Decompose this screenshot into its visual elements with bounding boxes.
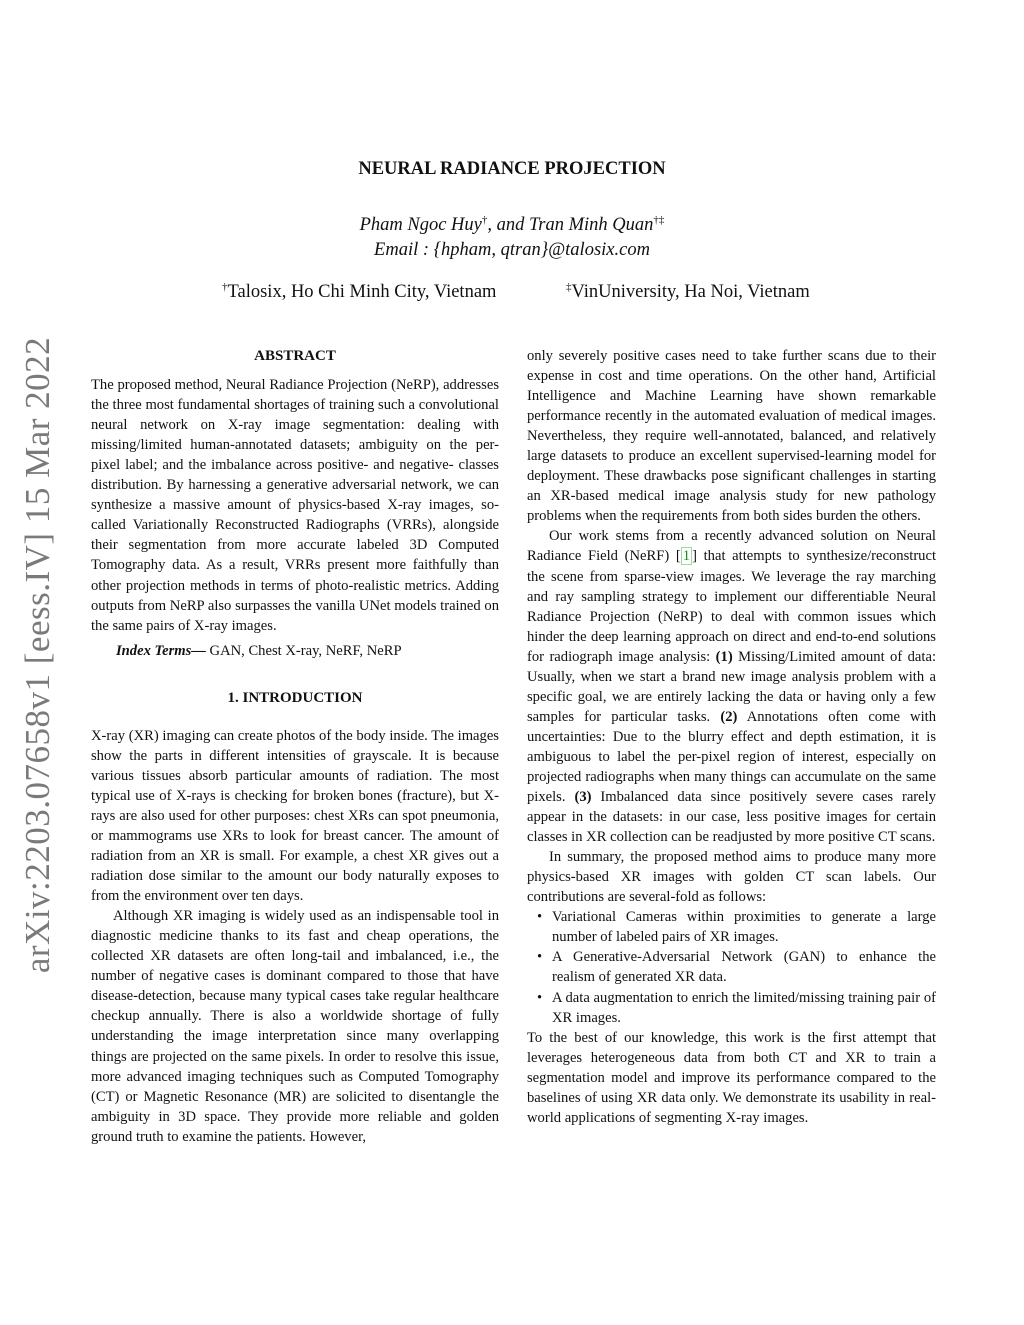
abstract-heading: ABSTRACT: [254, 348, 336, 364]
index-terms: [91, 641, 499, 661]
contributions-list: [527, 907, 936, 1027]
intro-paragraph-5: In summary, the proposed method aims to produce many more physics-based XR images with golden CT scan labels. Our contributions are several-fold as follows:: [527, 849, 936, 906]
author-2-mark: †‡: [653, 214, 665, 226]
author-email: Email : {hpham, qtran}@talosix.com: [374, 240, 650, 261]
intro-paragraph-1: X-ray (XR) imaging can create photos of the body inside. The images show the parts in different intensities of grayscale. It is because various tissues absorb particular amounts of radiation. The most typical use of X-rays is checking for broken bones (fracture), but X-rays are also used for other purposes: chest XRs can spot pneumonia, or mammograms use XRs to look for breast cancer. The amount of radiation from an XR is small. For example, a chest XR gives out a radiation dose similar to the amount our body naturally exposes to from the environment over ten days.: [91, 727, 499, 905]
bullet-icon: •: [537, 989, 543, 1006]
issue-number-3: (3): [574, 789, 592, 806]
list-item: [537, 947, 936, 987]
list-item: [537, 988, 936, 1028]
abstract-text: The proposed method, Neural Radiance Projection (NeRP), addresses the three most fundamental shortages of training such a convolutional neural network on X-ray image segmentation: dealing with missing/limited human-annotated datasets; ambiguity on the per-pixel label; and the imbalance across positive- and negative- classes distribution. By harnessing a generative adversarial network, we can synthesize a massive amount of physics-based X-ray images, so-called Variationally Reconstructed Radiographs (VRRs), alongside their segmentation from more accurate labeled 3D Computed Tomography data. As a result, VRRs present more faithfully than other projection methods in terms of photo-realistic metrics. Adding outputs from NeRP also surpasses the vanilla UNet models trained on the same pairs of X-ray images.: [91, 377, 499, 634]
list-item-text: Variational Cameras within proximities to generate a large number of labeled pairs of XR images.: [552, 909, 936, 946]
arxiv-identifier-stamp: arXiv:2203.07658v1 [eess.IV] 15 Mar 2022: [18, 336, 57, 974]
author-name-2: Tran Minh Quan: [529, 215, 654, 236]
affiliation-text: VinUniversity, Ha Noi, Vietnam: [571, 282, 810, 303]
index-terms-list: GAN, Chest X-ray, NeRF, NeRP: [205, 642, 402, 659]
left-column: [91, 346, 499, 1147]
list-item-text: A data augmentation to enrich the limited/missing training pair of XR images.: [552, 989, 936, 1026]
index-terms-label: Index Terms—: [116, 642, 206, 659]
paper-title: NEURAL RADIANCE PROJECTION: [358, 159, 666, 179]
author-1-mark: †: [481, 214, 488, 226]
affiliation-text: Talosix, Ho Chi Minh City, Vietnam: [227, 282, 497, 303]
citation-link-1[interactable]: 1: [682, 548, 691, 565]
list-item: [537, 907, 936, 947]
affiliation-mark: ‡: [566, 281, 572, 293]
issue-number-1: (1): [715, 648, 733, 665]
p4-text-e: Imbalanced data since positively severe cases rarely appear in the datasets: in our case, less positive images for certain classes in XR collection can be readjusted by more positive CT scans.: [527, 789, 936, 846]
right-column: [527, 346, 936, 1128]
intro-paragraph-2: Although XR imaging is widely used as an indispensable tool in diagnostic medicine thanks to its fast and cheap operations, the collected XR datasets are often long-tail and imbalanced, i.e., the number of negative cases is dominant compared to those that have disease-detection, because many typical cases take regular healthcare checkup annually. There is also a worldwide shortage of fully understanding the image interpretation since many overlapping things are projected on the same pixels. In order to resolve this issue, more advanced imaging techniques such as Computed Tomography (CT) or Magnetic Resonance (MR) are solicited to disentangle the ambiguity in 3D space. They provide more reliable and golden ground truth to examine the patients. However,: [91, 908, 499, 1145]
p4-text-c: Missing/Limited amount of data: Usually, when we start a brand new image analysis problem with a specific goal, we are entirely lacking the data or having only a few samples for particular tasks.: [527, 648, 936, 725]
introduction-heading: 1. INTRODUCTION: [227, 689, 363, 706]
bullet-icon: •: [537, 909, 543, 926]
intro-paragraph-6: To the best of our knowledge, this work is the first attempt that leverages heterogeneous data from both CT and XR to train a segmentation model and improve its performance compared to the baselines of using XR data only. We demonstrate its usability in real-world applications of segmenting X-ray images.: [527, 1029, 936, 1126]
p4-text-b: ] that attempts to synthesize/reconstruct the scene from sparse-view images. We leverage the ray marching and ray sampling strategy to implement our differentiable Neural Radiance Projection (NeRP) to deal with common issues which hinder the deep learning approach on direct and end-to-end solutions for radiograph image analysis:: [527, 548, 937, 665]
bullet-icon: •: [537, 949, 543, 966]
affiliation-talosix: [222, 281, 496, 303]
p4-text-d: Annotations often come with uncertainties: Due to the blurry effect and depth estimation, it is ambiguous to label the per-pixel region of interest, especially on projected radiographs when many things can accumulate on the same pixels.: [527, 708, 937, 806]
list-item-text: A Generative-Adversarial Network (GAN) to enhance the realism of generated XR data.: [552, 949, 936, 986]
author-block: [0, 208, 1024, 263]
affiliation-vinuniversity: [566, 281, 810, 303]
intro-paragraph-3: only severely positive cases need to take further scans due to their expense in cost and time operations. On the other hand, Artificial Intelligence and Machine Learning have shown remarkable performance recently in the automated evaluation of medical images. Nevertheless, they require well-annotated, balanced, and relatively large datasets to produce an excellent supervised-learning model for deployment. These drawbacks pose significant challenges in starting an XR-based medical image analysis study for new pathology problems when the requirements from both sides burden the others.: [527, 348, 936, 525]
author-name-1: Pham Ngoc Huy: [359, 215, 482, 236]
author-line: [0, 208, 1024, 238]
intro-paragraph-4: [527, 526, 936, 847]
affiliation-mark: †: [222, 281, 228, 293]
p4-text-a: Our work stems from a recently advanced solution on Neural Radiance Field (NeRF) [: [527, 528, 936, 565]
author-joiner: , and: [487, 215, 530, 236]
issue-number-2: (2): [720, 708, 738, 725]
